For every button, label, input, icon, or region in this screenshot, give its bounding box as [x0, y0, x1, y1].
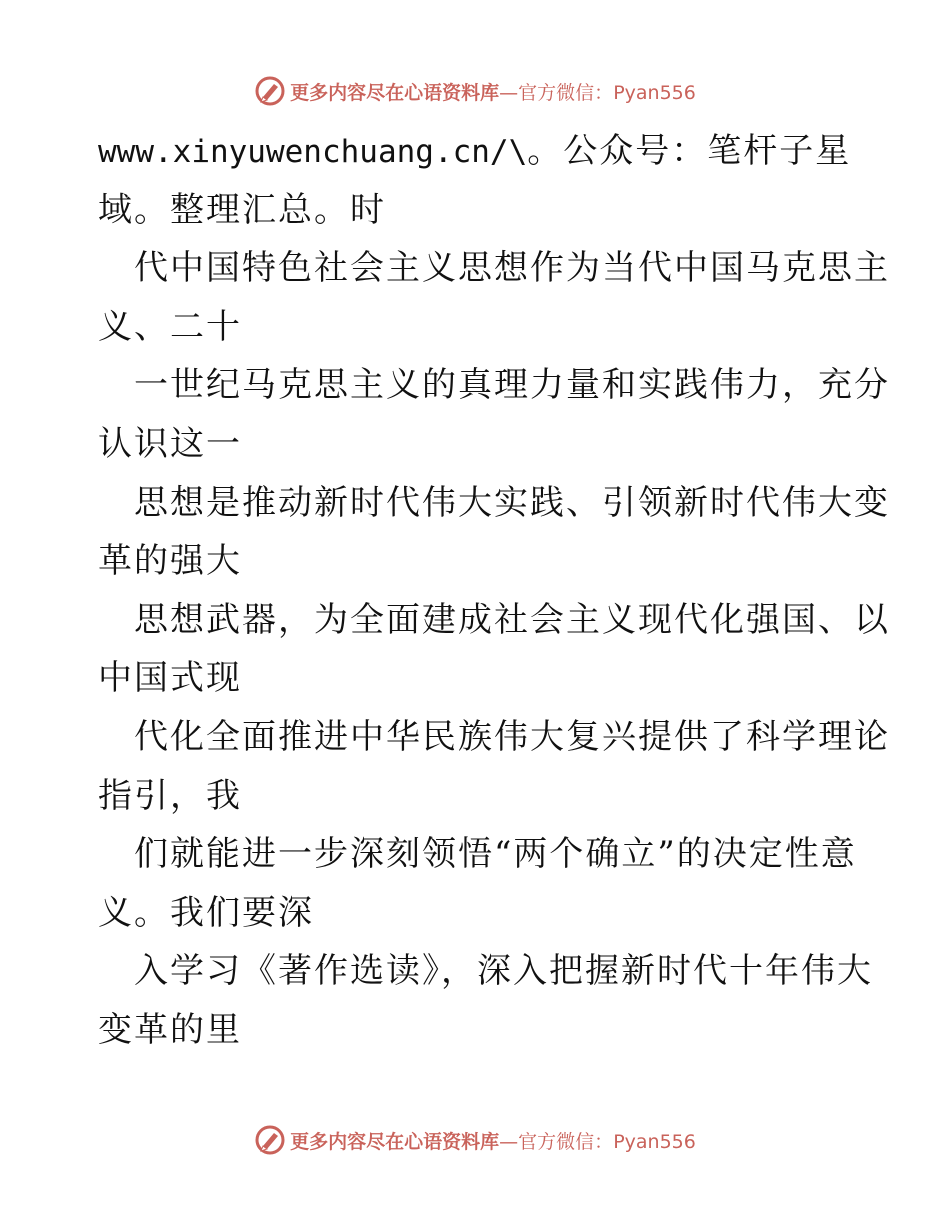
text-line: 们就能进一步深刻领悟“两个确立”的决定性意	[134, 834, 857, 875]
text-line: 认识这一	[98, 423, 242, 464]
pen-logo-icon	[254, 1124, 286, 1156]
watermark-wechat-label: 官方微信：	[518, 1130, 614, 1153]
text-line: 义、二十	[98, 306, 242, 347]
text-line: 革的强大	[98, 541, 242, 582]
text-line: 思想武器，为全面建成社会主义现代化强国、以	[134, 599, 890, 640]
text-line: 一世纪马克思主义的真理力量和实践伟力，充分	[134, 365, 890, 406]
text-line: 指引，我	[98, 775, 242, 816]
watermark-main: 更多内容尽在心语资料库	[290, 81, 500, 104]
text-line: 代化全面推进中华民族伟大复兴提供了科学理论	[134, 716, 890, 757]
watermark-wechat-id: Pyan556	[613, 81, 696, 104]
line-rest: 。公众号：笔杆子星	[527, 131, 852, 171]
watermark-wechat-id: Pyan556	[613, 1130, 696, 1153]
header-watermark	[0, 71, 950, 111]
text-line: 代中国特色社会主义思想作为当代中国马克思主	[134, 248, 890, 289]
text-line: 思想是推动新时代伟大实践、引领新时代伟大变	[134, 482, 890, 523]
text-line: 变革的里	[98, 1009, 242, 1050]
text-line	[98, 122, 858, 181]
text-line: 域。整理汇总。时	[98, 189, 386, 230]
url-text: www.xinyuwenchuang.cn/\	[98, 134, 528, 170]
text-line: 入学习《著作选读》，深入把握新时代十年伟大	[134, 951, 873, 992]
pen-logo-icon	[254, 75, 286, 107]
text-line: 中国式现	[98, 658, 242, 699]
footer-watermark	[0, 1120, 950, 1160]
watermark-wechat-label: 官方微信：	[518, 81, 614, 104]
document-body	[98, 122, 890, 1060]
watermark-dash: —	[499, 1130, 519, 1153]
watermark-text	[290, 1127, 696, 1154]
watermark-dash: —	[499, 81, 519, 104]
watermark-main: 更多内容尽在心语资料库	[290, 1130, 500, 1153]
watermark-text	[290, 78, 696, 105]
text-line: 义。我们要深	[98, 892, 314, 933]
